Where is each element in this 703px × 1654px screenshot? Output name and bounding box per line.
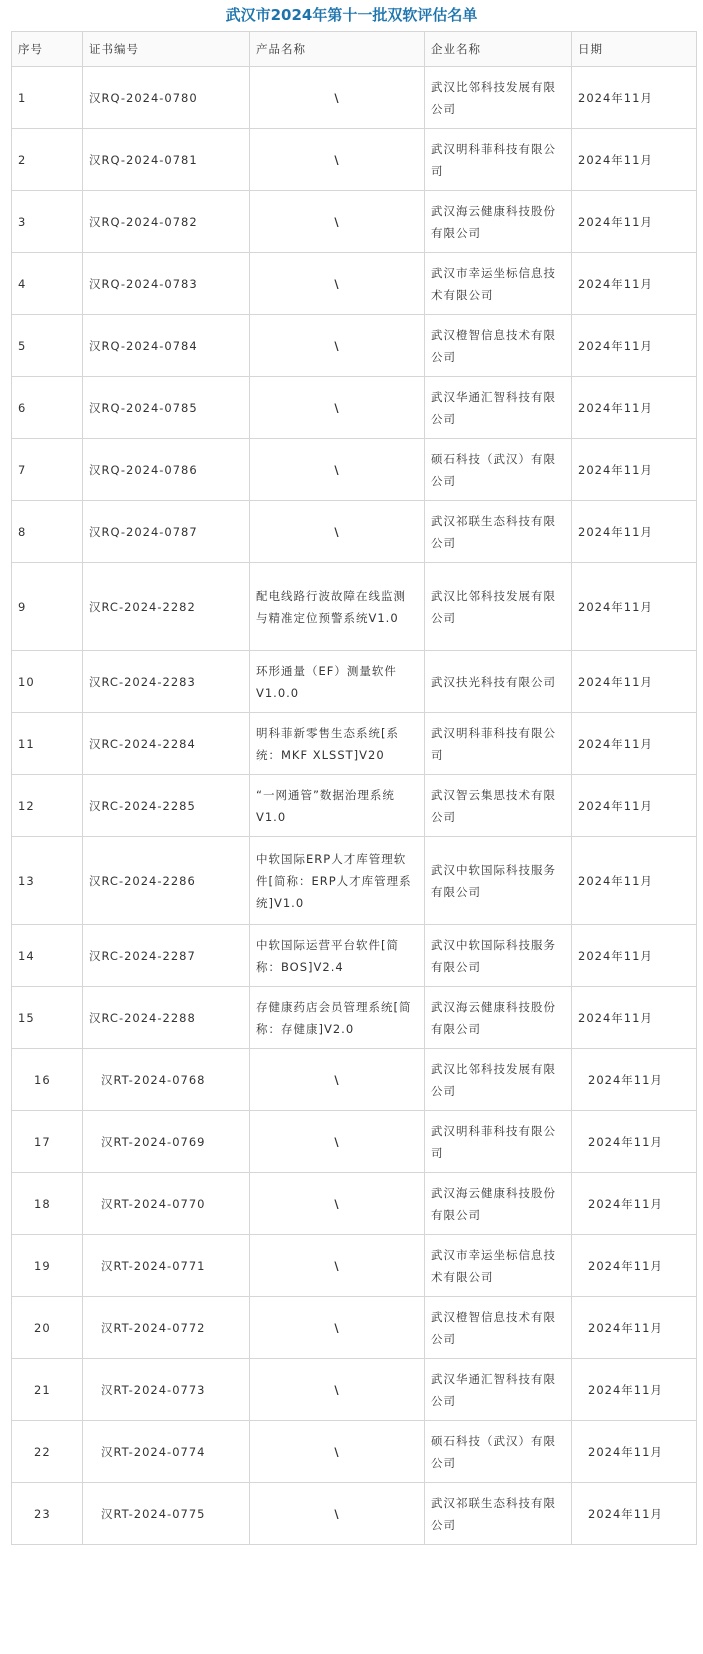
company-name: 武汉比邻科技发展有限公司: [425, 1049, 572, 1111]
date: 2024年11月: [572, 1483, 697, 1545]
company-name: 武汉智云集思技术有限公司: [425, 775, 572, 837]
row-number: 14: [12, 925, 83, 987]
date: 2024年11月: [572, 1297, 697, 1359]
row-number: 10: [12, 651, 83, 713]
date: 2024年11月: [572, 253, 697, 315]
product-name: \: [250, 1111, 425, 1173]
table-header-row: [12, 32, 697, 67]
product-name: \: [250, 1235, 425, 1297]
date: 2024年11月: [572, 925, 697, 987]
table-row: [12, 1173, 697, 1235]
date: 2024年11月: [572, 987, 697, 1049]
company-name: 武汉橙智信息技术有限公司: [425, 1297, 572, 1359]
row-number: 15: [12, 987, 83, 1049]
date: 2024年11月: [572, 1049, 697, 1111]
date: 2024年11月: [572, 1111, 697, 1173]
row-number: 18: [12, 1173, 83, 1235]
product-name: “一网通管”数据治理系统V1.0: [250, 775, 425, 837]
certificate-number: 汉RC-2024-2288: [83, 987, 250, 1049]
row-number: 1: [12, 67, 83, 129]
product-name: 环形通量（EF）测量软件V1.0.0: [250, 651, 425, 713]
product-name: \: [250, 67, 425, 129]
row-number: 12: [12, 775, 83, 837]
product-name: \: [250, 439, 425, 501]
product-name: 明科菲新零售生态系统[系统：MKF XLSST]V20: [250, 713, 425, 775]
date: 2024年11月: [572, 1359, 697, 1421]
company-name: 武汉橙智信息技术有限公司: [425, 315, 572, 377]
date: 2024年11月: [572, 1421, 697, 1483]
company-name: 武汉华通汇智科技有限公司: [425, 377, 572, 439]
header-company: 企业名称: [425, 32, 572, 67]
date: 2024年11月: [572, 1235, 697, 1297]
certificate-number: 汉RT-2024-0772: [83, 1297, 250, 1359]
product-name: 存健康药店会员管理系统[简称：存健康]V2.0: [250, 987, 425, 1049]
table-row: [12, 651, 697, 713]
product-name: \: [250, 253, 425, 315]
product-name: \: [250, 191, 425, 253]
row-number: 2: [12, 129, 83, 191]
certificate-number: 汉RC-2024-2287: [83, 925, 250, 987]
row-number: 4: [12, 253, 83, 315]
table-row: [12, 439, 697, 501]
certificate-number: 汉RQ-2024-0783: [83, 253, 250, 315]
product-name: \: [250, 1049, 425, 1111]
table-row: [12, 1297, 697, 1359]
date: 2024年11月: [572, 191, 697, 253]
header-product: 产品名称: [250, 32, 425, 67]
company-name: 武汉明科菲科技有限公司: [425, 713, 572, 775]
company-name: 武汉华通汇智科技有限公司: [425, 1359, 572, 1421]
row-number: 17: [12, 1111, 83, 1173]
date: 2024年11月: [572, 775, 697, 837]
row-number: 16: [12, 1049, 83, 1111]
certificate-number: 汉RQ-2024-0781: [83, 129, 250, 191]
company-name: 武汉中软国际科技服务有限公司: [425, 837, 572, 925]
table-row: [12, 1235, 697, 1297]
certificate-number: 汉RT-2024-0774: [83, 1421, 250, 1483]
company-name: 武汉海云健康科技股份有限公司: [425, 1173, 572, 1235]
company-name: 武汉祁联生态科技有限公司: [425, 1483, 572, 1545]
certificate-number: 汉RC-2024-2285: [83, 775, 250, 837]
row-number: 3: [12, 191, 83, 253]
row-number: 6: [12, 377, 83, 439]
certificate-number: 汉RQ-2024-0784: [83, 315, 250, 377]
table-row: [12, 775, 697, 837]
product-name: \: [250, 1297, 425, 1359]
table-row: [12, 925, 697, 987]
date: 2024年11月: [572, 67, 697, 129]
product-name: 中软国际运营平台软件[简称：BOS]V2.4: [250, 925, 425, 987]
company-name: 武汉明科菲科技有限公司: [425, 1111, 572, 1173]
company-name: 武汉比邻科技发展有限公司: [425, 563, 572, 651]
table-row: [12, 129, 697, 191]
product-name: \: [250, 1359, 425, 1421]
row-number: 11: [12, 713, 83, 775]
certificate-number: 汉RC-2024-2286: [83, 837, 250, 925]
table-row: [12, 837, 697, 925]
certificate-number: 汉RT-2024-0771: [83, 1235, 250, 1297]
date: 2024年11月: [572, 563, 697, 651]
table-row: [12, 713, 697, 775]
date: 2024年11月: [572, 439, 697, 501]
table-row: [12, 377, 697, 439]
row-number: 22: [12, 1421, 83, 1483]
table-row: [12, 501, 697, 563]
product-name: \: [250, 501, 425, 563]
company-name: 武汉比邻科技发展有限公司: [425, 67, 572, 129]
product-name: \: [250, 1483, 425, 1545]
certificate-number: 汉RQ-2024-0782: [83, 191, 250, 253]
company-name: 武汉祁联生态科技有限公司: [425, 501, 572, 563]
certificate-number: 汉RC-2024-2284: [83, 713, 250, 775]
product-name: 中软国际ERP人才库管理软件[简称：ERP人才库管理系统]V1.0: [250, 837, 425, 925]
company-name: 武汉中软国际科技服务有限公司: [425, 925, 572, 987]
date: 2024年11月: [572, 651, 697, 713]
certificate-number: 汉RQ-2024-0780: [83, 67, 250, 129]
date: 2024年11月: [572, 315, 697, 377]
date: 2024年11月: [572, 377, 697, 439]
row-number: 21: [12, 1359, 83, 1421]
certificate-number: 汉RT-2024-0775: [83, 1483, 250, 1545]
company-name: 武汉海云健康科技股份有限公司: [425, 191, 572, 253]
table-row: [12, 987, 697, 1049]
row-number: 20: [12, 1297, 83, 1359]
certificate-number: 汉RQ-2024-0785: [83, 377, 250, 439]
company-name: 硕石科技（武汉）有限公司: [425, 1421, 572, 1483]
table-row: [12, 1421, 697, 1483]
company-name: 武汉海云健康科技股份有限公司: [425, 987, 572, 1049]
header-no: 序号: [12, 32, 83, 67]
row-number: 13: [12, 837, 83, 925]
row-number: 7: [12, 439, 83, 501]
table-row: [12, 1049, 697, 1111]
company-name: 武汉市幸运坐标信息技术有限公司: [425, 253, 572, 315]
product-name: \: [250, 377, 425, 439]
certificate-number: 汉RT-2024-0769: [83, 1111, 250, 1173]
row-number: 23: [12, 1483, 83, 1545]
product-name: \: [250, 129, 425, 191]
product-name: \: [250, 315, 425, 377]
page-title: 武汉市2024年第十一批双软评估名单: [225, 6, 478, 24]
row-number: 9: [12, 563, 83, 651]
table-row: [12, 1111, 697, 1173]
product-name: \: [250, 1421, 425, 1483]
header-date: 日期: [572, 32, 697, 67]
evaluation-table: [11, 31, 697, 1545]
date: 2024年11月: [572, 837, 697, 925]
certificate-number: 汉RT-2024-0768: [83, 1049, 250, 1111]
company-name: 武汉扶光科技有限公司: [425, 651, 572, 713]
company-name: 武汉市幸运坐标信息技术有限公司: [425, 1235, 572, 1297]
table-row: [12, 191, 697, 253]
table-body: [12, 67, 697, 1545]
date: 2024年11月: [572, 501, 697, 563]
table-row: [12, 253, 697, 315]
table-row: [12, 67, 697, 129]
header-cert: 证书编号: [83, 32, 250, 67]
product-name: \: [250, 1173, 425, 1235]
certificate-number: 汉RC-2024-2283: [83, 651, 250, 713]
date: 2024年11月: [572, 1173, 697, 1235]
table-row: [12, 1483, 697, 1545]
certificate-number: 汉RT-2024-0770: [83, 1173, 250, 1235]
company-name: 武汉明科菲科技有限公司: [425, 129, 572, 191]
certificate-number: 汉RT-2024-0773: [83, 1359, 250, 1421]
product-name: 配电线路行波故障在线监测与精准定位预警系统V1.0: [250, 563, 425, 651]
row-number: 8: [12, 501, 83, 563]
row-number: 19: [12, 1235, 83, 1297]
date: 2024年11月: [572, 713, 697, 775]
row-number: 5: [12, 315, 83, 377]
company-name: 硕石科技（武汉）有限公司: [425, 439, 572, 501]
table-row: [12, 563, 697, 651]
date: 2024年11月: [572, 129, 697, 191]
certificate-number: 汉RC-2024-2282: [83, 563, 250, 651]
certificate-number: 汉RQ-2024-0786: [83, 439, 250, 501]
table-row: [12, 315, 697, 377]
table-row: [12, 1359, 697, 1421]
certificate-number: 汉RQ-2024-0787: [83, 501, 250, 563]
